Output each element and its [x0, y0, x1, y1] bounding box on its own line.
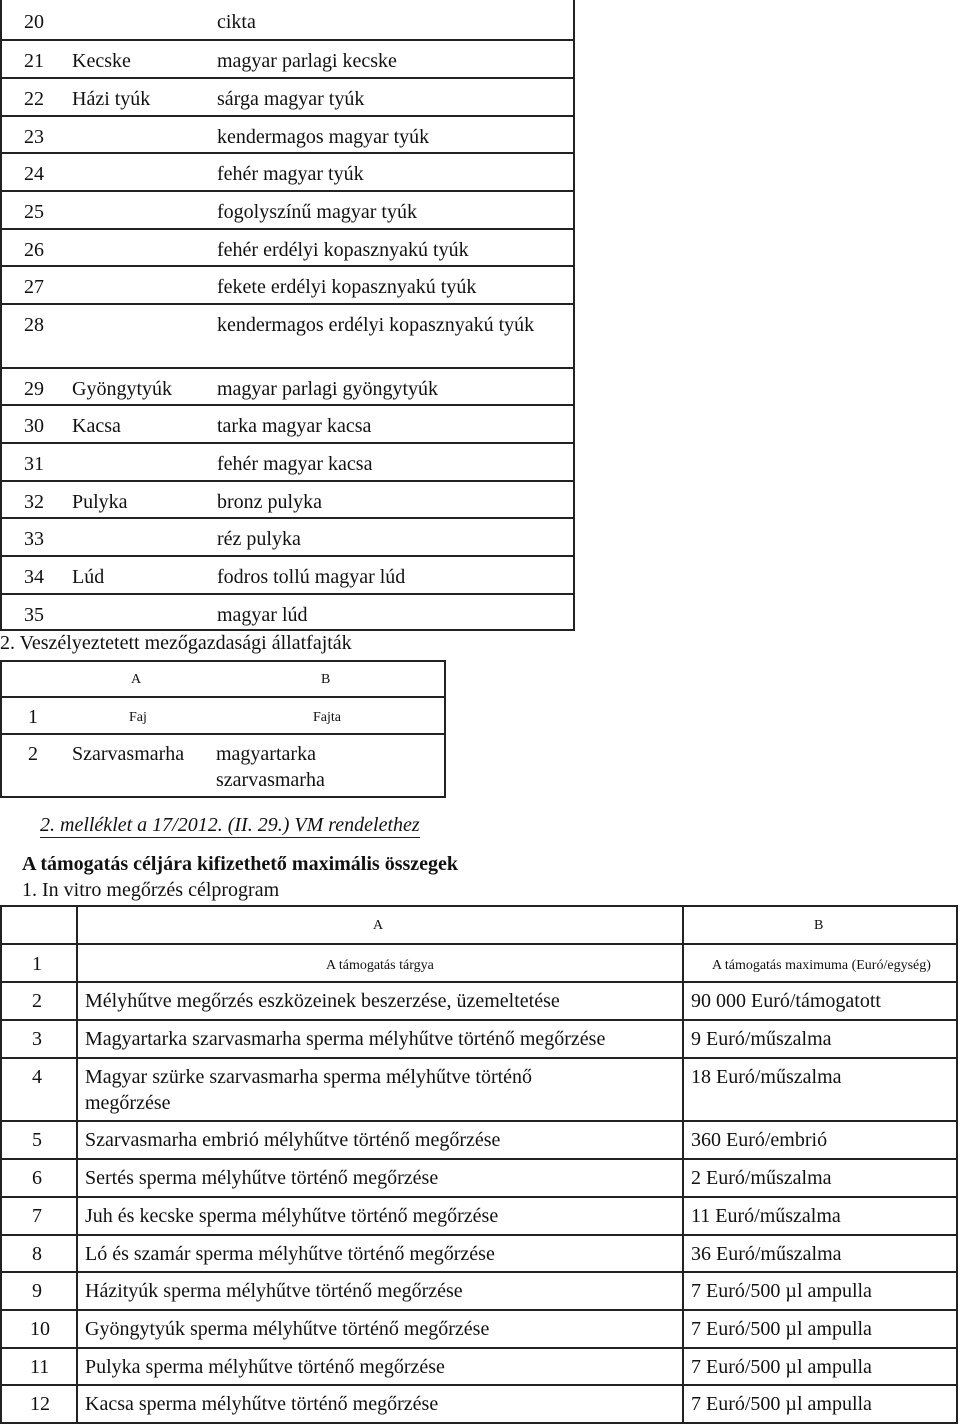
breed-cell: magyartarka szarvasmarha	[216, 743, 325, 791]
breed-cell: fehér erdélyi kopasznyakú tyúk	[217, 239, 469, 261]
species-cell: Kecske	[72, 50, 131, 72]
section-title: 2. Veszélyeztetett mezőgazdasági állatfajták	[0, 632, 352, 654]
row-number: 32	[24, 491, 44, 513]
table-row	[0, 556, 576, 594]
amount-cell: 7 Euró/500 µl ampulla	[691, 1393, 872, 1415]
breed-cell: cikta	[217, 11, 256, 33]
column-b-header: B	[814, 918, 824, 933]
endangered-table	[0, 660, 446, 798]
breed-cell: fehér magyar kacsa	[217, 453, 373, 475]
breed-cell: magyar parlagi gyöngytyúk	[217, 378, 439, 400]
row-number: 1	[28, 706, 38, 728]
breed-cell: magyar parlagi kecske	[217, 50, 397, 72]
row-number: 12	[30, 1393, 50, 1415]
subject-cell: Magyartarka szarvasmarha sperma mélyhűtve történő megőrzése	[85, 1028, 606, 1050]
row-number: 28	[24, 314, 44, 336]
row-divider	[0, 660, 446, 662]
table-row	[0, 405, 576, 443]
row-number: 7	[32, 1205, 42, 1227]
table-row	[0, 1057, 958, 1120]
amount-cell: 2 Euró/műszalma	[691, 1167, 832, 1189]
fajta-header: Fajta	[313, 710, 341, 725]
species-cell: Lúd	[72, 566, 105, 588]
subject-cell: Szarvasmarha embrió mélyhűtve történő megőrzése	[85, 1129, 501, 1151]
breed-cell: fogolyszínű magyar tyúk	[217, 201, 417, 223]
table-row	[0, 0, 576, 40]
table-row	[0, 1271, 958, 1309]
subject-cell: Gyöngytyúk sperma mélyhűtve történő megőrzése	[85, 1318, 490, 1340]
table-row	[0, 368, 576, 405]
row-number: 24	[24, 163, 44, 185]
table-row	[0, 229, 576, 266]
row-number: 23	[24, 126, 44, 148]
table-row	[0, 1309, 958, 1347]
species-cell: Házi tyúk	[72, 88, 151, 110]
table-row	[0, 266, 576, 304]
section-subtitle: 1. In vitro megőrzés célprogram	[22, 879, 280, 901]
row-divider	[0, 796, 446, 798]
subject-cell: Magyar szürke szarvasmarha sperma mélyhűtve történő megőrzése	[85, 1066, 533, 1114]
row-number: 6	[32, 1167, 42, 1189]
amount-cell: 90 000 Euró/támogatott	[691, 990, 881, 1012]
breed-cell: bronz pulyka	[217, 491, 322, 513]
species-cell: Gyöngytyúk	[72, 378, 172, 400]
row-number: 35	[24, 604, 44, 626]
column-b-header: B	[321, 672, 331, 687]
breed-cell: fodros tollú magyar lúd	[217, 566, 406, 588]
subject-cell: Ló és szamár sperma mélyhűtve történő megőrzése	[85, 1243, 495, 1265]
table-border-right	[444, 660, 446, 798]
row-number: 4	[32, 1066, 42, 1088]
table-row	[0, 304, 576, 368]
amount-cell: 7 Euró/500 µl ampulla	[691, 1356, 872, 1378]
amount-cell: 360 Euró/embrió	[691, 1129, 828, 1151]
amount-cell: 7 Euró/500 µl ampulla	[691, 1318, 872, 1340]
table-row	[0, 518, 576, 556]
row-number: 27	[24, 276, 44, 298]
row-number: 1	[32, 953, 42, 975]
row-number: 9	[32, 1280, 42, 1302]
subject-cell: Pulyka sperma mélyhűtve történő megőrzése	[85, 1356, 445, 1378]
breed-cell: kendermagos magyar tyúk	[217, 126, 430, 148]
amount-cell: 18 Euró/műszalma	[691, 1066, 842, 1088]
faj-header: Faj	[129, 710, 147, 725]
table-row	[0, 116, 576, 153]
table-border-left	[0, 660, 2, 798]
row-number: 21	[24, 50, 44, 72]
row-number: 33	[24, 528, 44, 550]
row-number: 29	[24, 378, 44, 400]
subject-cell: Mélyhűtve megőrzés eszközeinek beszerzése, üzemeltetése	[85, 990, 560, 1012]
breed-cell: magyar lúd	[217, 604, 308, 626]
table-row	[0, 78, 576, 116]
breed-cell: fehér magyar tyúk	[217, 163, 364, 185]
row-divider	[0, 905, 958, 907]
table-row	[0, 1019, 958, 1057]
table-row	[0, 40, 576, 78]
breed-cell: tarka magyar kacsa	[217, 415, 372, 437]
subject-cell: Házityúk sperma mélyhűtve történő megőrzése	[85, 1280, 463, 1302]
support-amount-table	[0, 905, 960, 1424]
amount-cell: 9 Euró/műszalma	[691, 1028, 832, 1050]
table-row	[0, 1120, 958, 1158]
subject-cell: Kacsa sperma mélyhűtve történő megőrzése	[85, 1393, 439, 1415]
species-cell: Szarvasmarha	[72, 743, 185, 765]
row-number: 26	[24, 239, 44, 261]
column-a-header: A	[373, 918, 384, 933]
row-number: 3	[32, 1028, 42, 1050]
row-number: 5	[32, 1129, 42, 1151]
table-row	[0, 481, 576, 518]
subject-cell: Juh és kecske sperma mélyhűtve történő megőrzése	[85, 1205, 499, 1227]
row-number: 31	[24, 453, 44, 475]
subject-header: A támogatás tárgya	[326, 958, 434, 973]
row-number: 8	[32, 1243, 42, 1265]
table-row	[0, 1196, 958, 1234]
species-cell: Pulyka	[72, 491, 128, 513]
breed-cell: sárga magyar tyúk	[217, 88, 365, 110]
table-row	[0, 443, 576, 481]
table-row	[0, 1347, 958, 1384]
breed-cell: fekete erdélyi kopasznyakú tyúk	[217, 276, 477, 298]
row-divider	[0, 629, 575, 631]
table-header-row	[0, 943, 958, 981]
table-row	[0, 1158, 958, 1196]
table-row	[0, 1234, 958, 1271]
table-row	[0, 981, 958, 1019]
row-number: 20	[24, 11, 44, 33]
table-row	[0, 1384, 958, 1422]
column-a-header: A	[131, 672, 142, 687]
table-row	[0, 153, 576, 191]
row-number: 34	[24, 566, 44, 588]
species-cell: Kacsa	[72, 415, 121, 437]
page-title: A támogatás céljára kifizethető maximális összegek	[22, 853, 459, 875]
breed-cell: réz pulyka	[217, 528, 301, 550]
annex-heading: 2. melléklet a 17/2012. (II. 29.) VM rendelethez	[40, 814, 420, 836]
row-number: 10	[30, 1318, 50, 1340]
row-number: 11	[30, 1356, 50, 1378]
amount-cell: 7 Euró/500 µl ampulla	[691, 1280, 872, 1302]
subject-cell: Sertés sperma mélyhűtve történő megőrzése	[85, 1167, 439, 1189]
amount-cell: 11 Euró/műszalma	[691, 1205, 841, 1227]
row-number: 2	[28, 743, 38, 765]
amount-cell: 36 Euró/műszalma	[691, 1243, 842, 1265]
table-row	[0, 191, 576, 229]
row-number: 25	[24, 201, 44, 223]
row-number: 2	[32, 990, 42, 1012]
row-divider	[0, 733, 446, 735]
row-divider	[0, 696, 446, 698]
table-row	[0, 594, 576, 630]
row-number: 30	[24, 415, 44, 437]
breed-cell: kendermagos erdélyi kopasznyakú tyúk	[217, 314, 535, 336]
maximum-header: A támogatás maximuma (Euró/egység)	[712, 958, 931, 973]
row-number: 22	[24, 88, 44, 110]
